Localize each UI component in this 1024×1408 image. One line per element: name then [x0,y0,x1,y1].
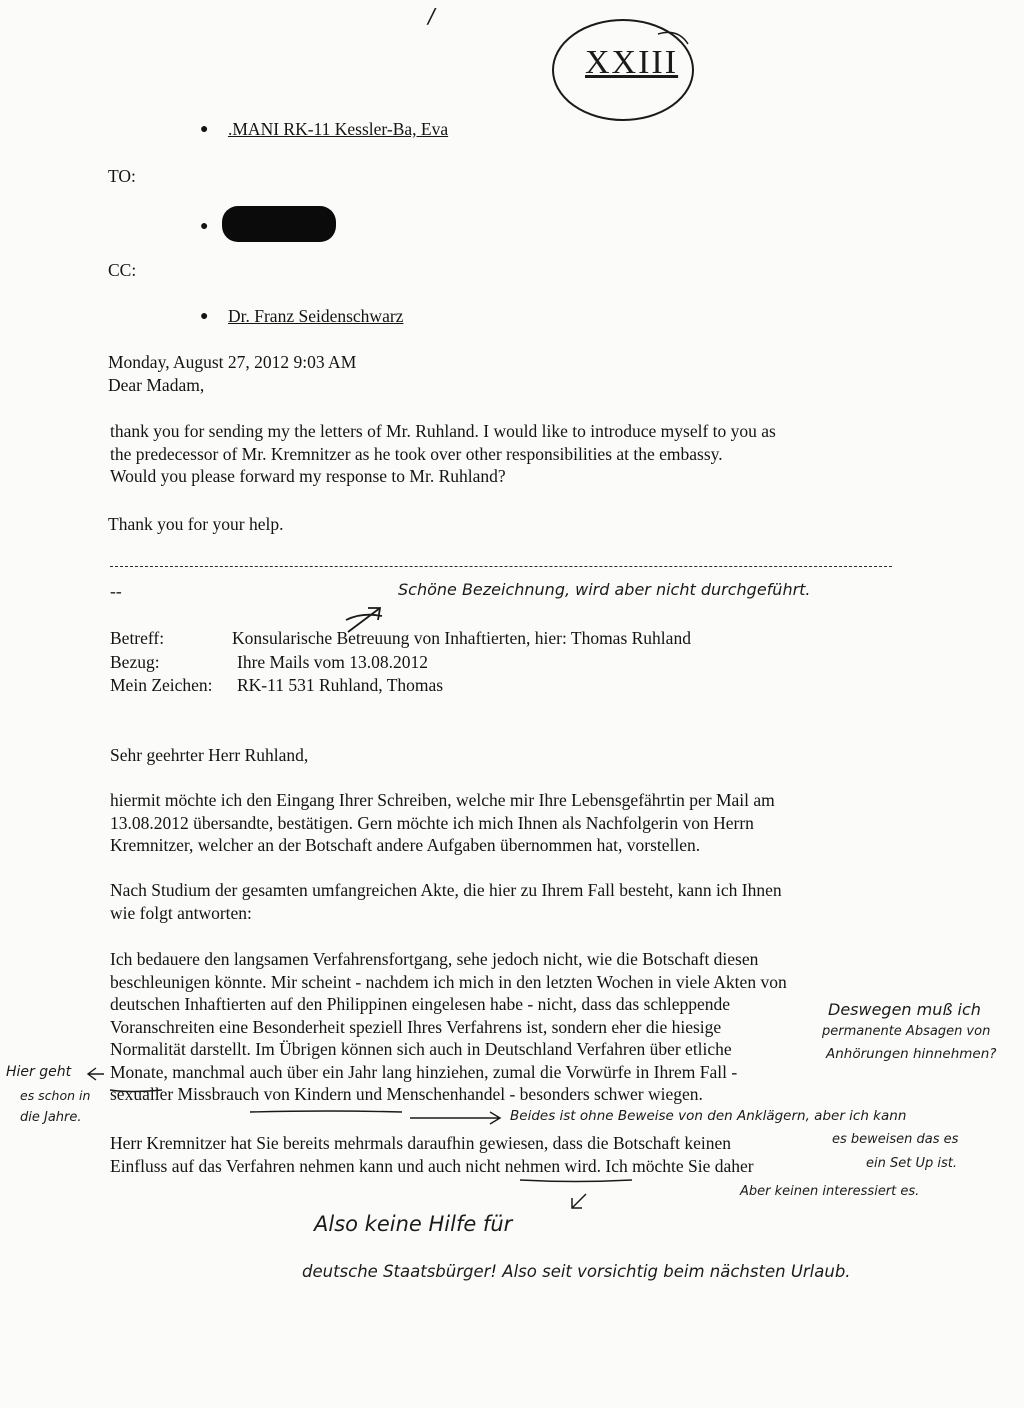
bullet-icon: ● [200,122,209,137]
paragraph-4 [110,1132,910,1177]
handwritten-note-proof-2: ein Set Up ist. [866,1156,957,1171]
thanks-line: Thank you for your help. [108,514,284,534]
from-recipient[interactable]: .MANI RK-11 Kessler-Ba, Eva [228,119,449,139]
handwritten-note-betreff: Schöne Bezeichnung, wird aber nicht durchgeführt. [398,580,811,599]
to-label: TO: [108,166,136,186]
text-line: Voranschreiten eine Besonderheit speziell Ihres Verfahrens ist, sondern eher die hiesige [110,1016,722,1037]
cc-label: CC: [108,260,137,280]
handwritten-note-left-3: die Jahre. [20,1110,82,1125]
handwritten-note-right-2: permanente Absagen von [822,1024,991,1039]
text-line: the predecessor of Mr. Kremnitzer as he took over other responsibilities at the embassy. [110,443,723,464]
bezug-value: Ihre Mails vom 13.08.2012 [237,652,429,672]
handwritten-note-left-1: Hier geht [6,1064,72,1080]
handwritten-note-left-2: es schon in [20,1088,91,1103]
betreff-label: Betreff: [110,628,165,648]
bullet-icon: ● [200,309,209,324]
handwritten-note-right-3: Anhörungen hinnehmen? [826,1046,997,1062]
email-greeting: Dear Madam, [108,375,205,395]
handwritten-note-beides: Beides ist ohne Beweise von den Anklägern, aber ich kann [510,1108,907,1124]
handwritten-note-bottom-1: Also keine Hilfe für [314,1212,513,1236]
text-line: sexualler Missbrauch von Kindern und Menschenhandel - besonders schwer wiegen. [110,1084,703,1104]
cc-recipient[interactable]: Dr. Franz Seidenschwarz [228,306,404,326]
text-line: 13.08.2012 übersandte, bestätigen. Gern möchte ich mich Ihnen als Nachfolgerin von Herrn [110,812,754,833]
handwritten-note-bottom-2: deutsche Staatsbürger! Also seit vorsichtig beim nächsten Urlaub. [302,1262,851,1281]
bullet-icon: ● [200,219,209,234]
text-line: wie folgt antworten: [110,902,252,923]
stamp-number: XXIII [585,44,679,81]
text-line: Kremnitzer, welcher an der Botschaft andere Aufgaben übernommen hat, vorstellen. [110,835,701,855]
text-line: Normalität darstellt. Im Übrigen können sich auch in Deutschland Verfahren über etliche [110,1039,732,1059]
zeichen-value: RK-11 531 Ruhland, Thomas [237,675,444,695]
text-line: beschleunigen könnte. Mir scheint - nachdem ich mich in den letzten Wochen in viele Akten von [110,971,787,992]
handwritten-note-right-1: Deswegen muß ich [828,1000,981,1019]
separator-tail: -- [110,581,122,601]
handwritten-note-proof-1: es beweisen das es [832,1132,959,1147]
bezug-label: Bezug: [110,652,160,672]
text-line: Herr Kremnitzer hat Sie bereits mehrmals daraufhin gewiesen, dass die Botschaft keinen [110,1133,732,1153]
text-line: hiermit möchte ich den Eingang Ihrer Schreiben, welche mir Ihre Lebensgefährtin per Mail am [110,790,775,810]
text-line: thank you for sending my the letters of Mr. Ruhland. I would like to introduce myself to you as [110,421,776,441]
zeichen-label: Mein Zeichen: [110,675,213,695]
email-timestamp: Monday, August 27, 2012 9:03 AM [108,352,357,372]
text-line: deutschen Inhaftierten auf den Philippinen eingelesen habe - nicht, dass das schleppende [110,994,731,1014]
text-line: Monate, manchmal auch über ein Jahr lang hinziehen, zumal die Vorwürfe in Ihrem Fall - [110,1061,738,1082]
text-line: Ich bedauere den langsamen Verfahrensfortgang, sehe jedoch nicht, wie die Botschaft diesen [110,949,759,969]
text-line: Einfluss auf das Verfahren nehmen kann und auch nicht nehmen wird. Ich möchte Sie daher [110,1155,754,1176]
text-line: Nach Studium der gesamten umfangreichen Akte, die hier zu Ihrem Fall besteht, kann ich Ihnen [110,880,782,900]
stray-pen-mark: / [428,4,435,28]
betreff-value: Konsularische Betreuung von Inhaftierten, hier: Thomas Ruhland [232,628,691,648]
salutation: Sehr geehrter Herr Ruhland, [110,745,309,765]
handwritten-note-proof-3: Aber keinen interessiert es. [740,1184,920,1199]
text-line: Would you please forward my response to Mr. Ruhland? [110,466,506,486]
